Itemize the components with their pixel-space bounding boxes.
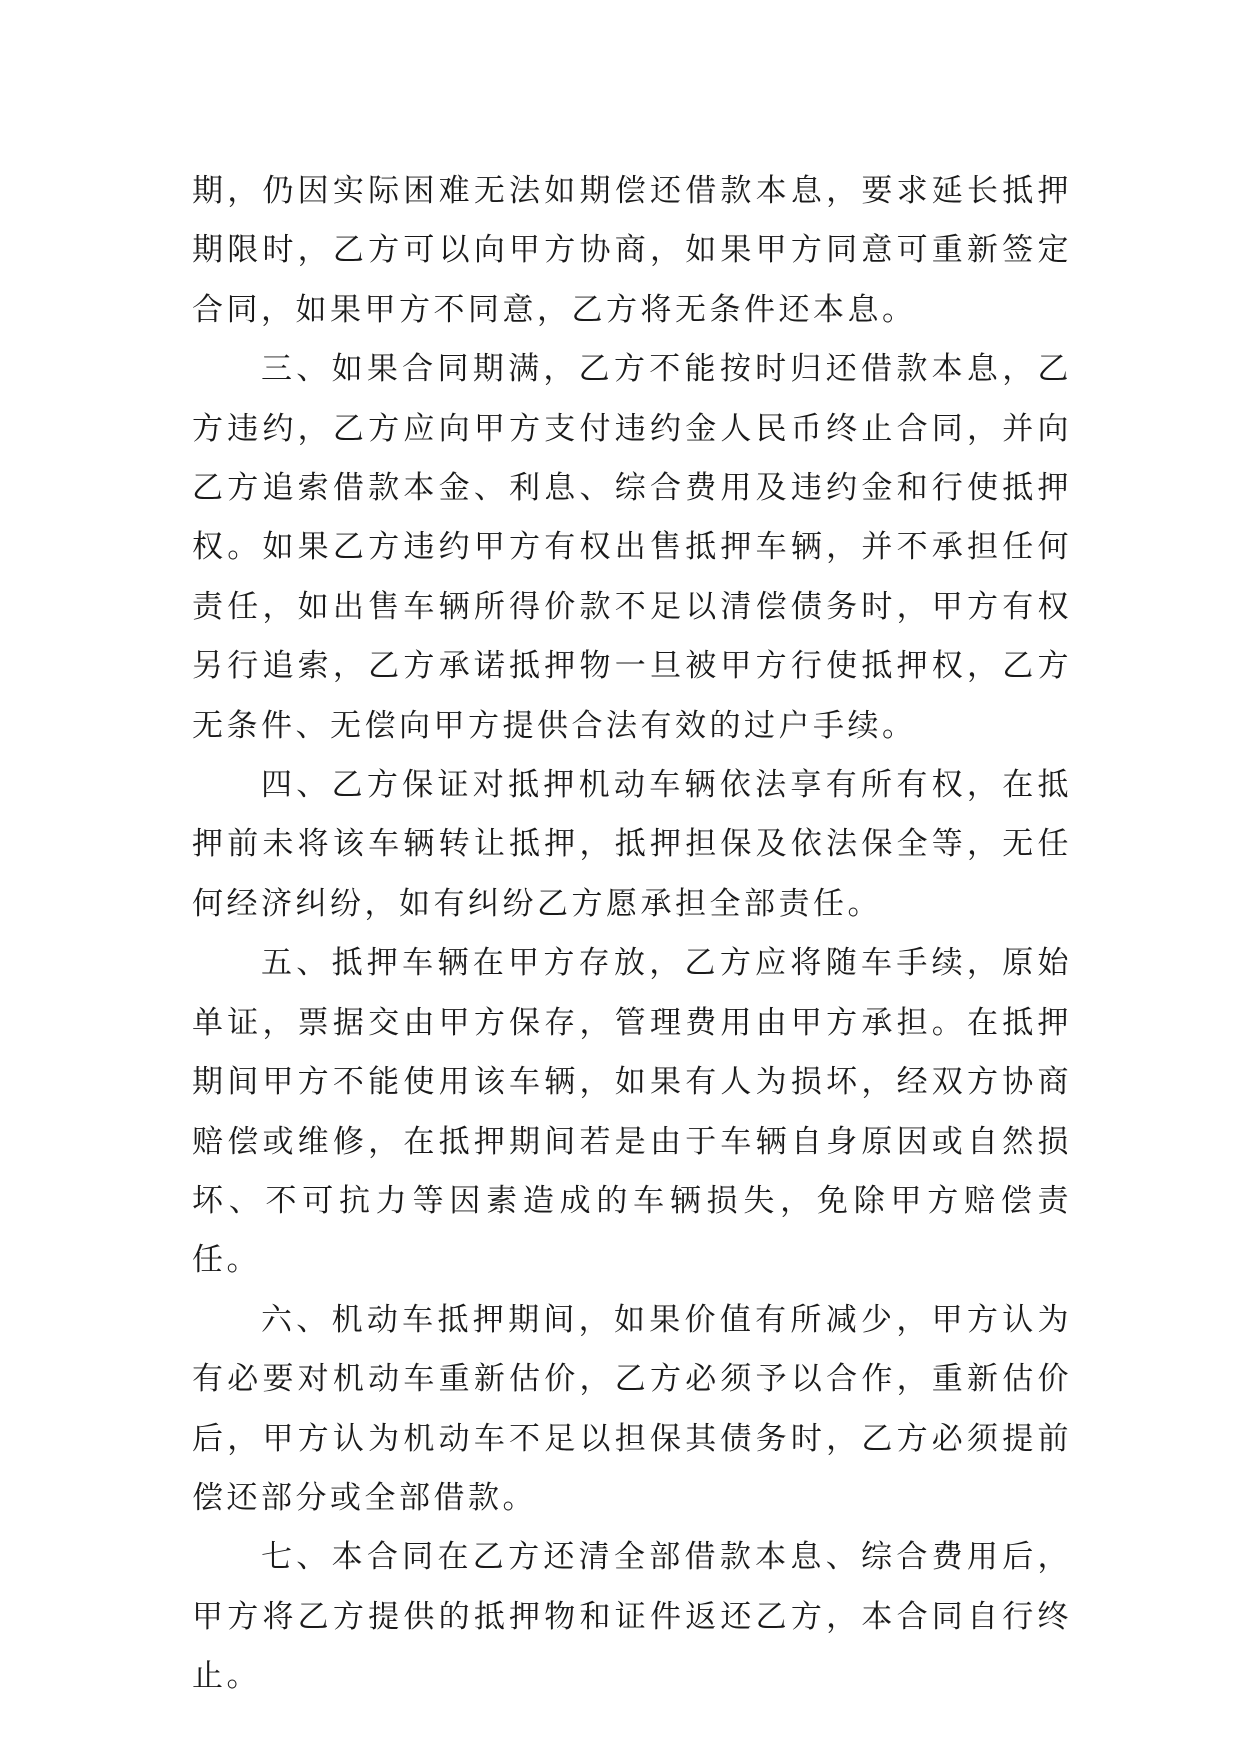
document-body xyxy=(192,162,1072,1707)
paragraph-clause-6: 六、机动车抵押期间，如果价值有所减少，甲方认为有必要对机动车重新估价，乙方必须予以合作，重新估价后，甲方认为机动车不足以担保其债务时，乙方必须提前偿还部分或全部借款。 xyxy=(192,1301,1072,1516)
paragraph-clause-5: 五、抵押车辆在甲方存放，乙方应将随车手续，原始单证，票据交由甲方保存，管理费用由甲方承担。在抵押期间甲方不能使用该车辆，如果有人为损坏，经双方协商赔偿或维修，在抵押期间若是由于车辆自身原因或自然损坏、不可抗力等因素造成的车辆损失，免除甲方赔偿责任。 xyxy=(192,945,1072,1279)
paragraph-continuation: 期，仍因实际困难无法如期偿还借款本息，要求延长抵押期限时，乙方可以向甲方协商，如果甲方同意可重新签定合同，如果甲方不同意，乙方将无条件还本息。 xyxy=(192,173,1072,328)
paragraph-clause-3: 三、如果合同期满，乙方不能按时归还借款本息，乙方违约，乙方应向甲方支付违约金人民币终止合同，并向乙方追索借款本金、利息、综合费用及违约金和行使抵押权。如果乙方违约甲方有权出售抵押车辆，并不承担任何责任，如出售车辆所得价款不足以清偿债务时，甲方有权另行追索，乙方承诺抵押物一旦被甲方行使抵押权，乙方无条件、无偿向甲方提供合法有效的过户手续。 xyxy=(192,351,1072,744)
paragraph-clause-4: 四、乙方保证对抵押机动车辆依法享有所有权，在抵押前未将该车辆转让抵押，抵押担保及依法保全等，无任何经济纠纷，如有纠纷乙方愿承担全部责任。 xyxy=(192,767,1072,922)
paragraph-clause-7: 七、本合同在乙方还清全部借款本息、综合费用后，甲方将乙方提供的抵押物和证件返还乙方，本合同自行终止。 xyxy=(192,1539,1072,1695)
